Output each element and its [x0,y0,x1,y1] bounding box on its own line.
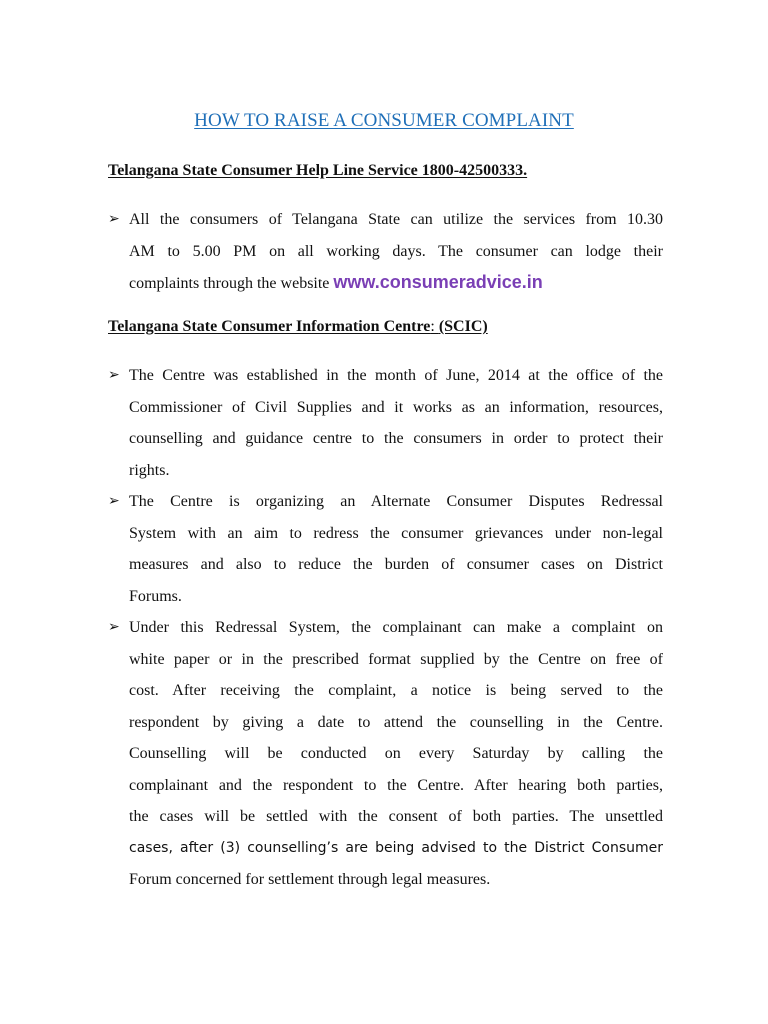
text-line: System with an aim to redress the consumer grievances under non-legal [129,524,663,542]
text-line-with-link [129,267,663,300]
arrow-bullet-icon: ➢ [108,619,120,635]
list-item [108,486,663,612]
text-line: Under this Redressal System, the complainant can make a complaint on [129,619,663,636]
text-line: measures and also to reduce the burden of consumer cases on District [129,556,663,573]
text-line: counselling and guidance centre to the consumers in order to protect their [129,430,663,447]
document-title: HOW TO RAISE A CONSUMER COMPLAINT [194,110,574,131]
scic-list [108,360,663,896]
text-line: cases, after (3) counselling’s are being advised to the District Consumer [129,839,663,856]
section-heading-scic [108,318,488,336]
helpline-list [108,204,663,300]
text-line: rights. [129,461,170,479]
text-line: Forum concerned for settlement through legal measures. [129,871,491,888]
website-link[interactable]: www.consumeradvice.in [333,272,543,292]
text-line: white paper or in the prescribed format supplied by the Centre on free of [129,650,663,668]
arrow-bullet-icon: ➢ [108,493,120,509]
text-line: AM to 5.00 PM on all working days. The consumer can lodge their [129,242,663,260]
heading-suffix-text: (SCIC) [438,318,488,335]
text-line: Forums. [129,587,182,605]
section-heading-helpline: Telangana State Consumer Help Line Service 1800-42500333. [108,162,528,179]
text-line: cost. After receiving the complaint, a notice is being served to the [129,682,663,699]
list-item [108,204,663,300]
heading-colon: : [430,318,439,335]
text-line: respondent by giving a date to attend the counselling in the Centre. [129,713,663,731]
heading-main-text: Telangana State Consumer Information Centre [108,318,431,335]
text-line: The Centre is organizing an Alternate Consumer Disputes Redressal [129,493,663,510]
text-line: The Centre was established in the month of June, 2014 at the office of the [129,367,663,384]
text-line: Commissioner of Civil Supplies and it works as an information, resources, [129,398,663,416]
list-item [108,360,663,486]
link-prefix-text: complaints through the website [129,275,334,292]
arrow-bullet-icon: ➢ [108,367,120,383]
text-line: Counselling will be conducted on every Saturday by calling the [129,745,663,762]
text-line: complainant and the respondent to the Centre. After hearing both parties, [129,776,663,794]
arrow-bullet-icon: ➢ [108,211,120,227]
text-line: All the consumers of Telangana State can utilize the services from 10.30 [129,211,663,228]
text-line: the cases will be settled with the consent of both parties. The unsettled [129,808,663,825]
list-item [108,612,663,896]
